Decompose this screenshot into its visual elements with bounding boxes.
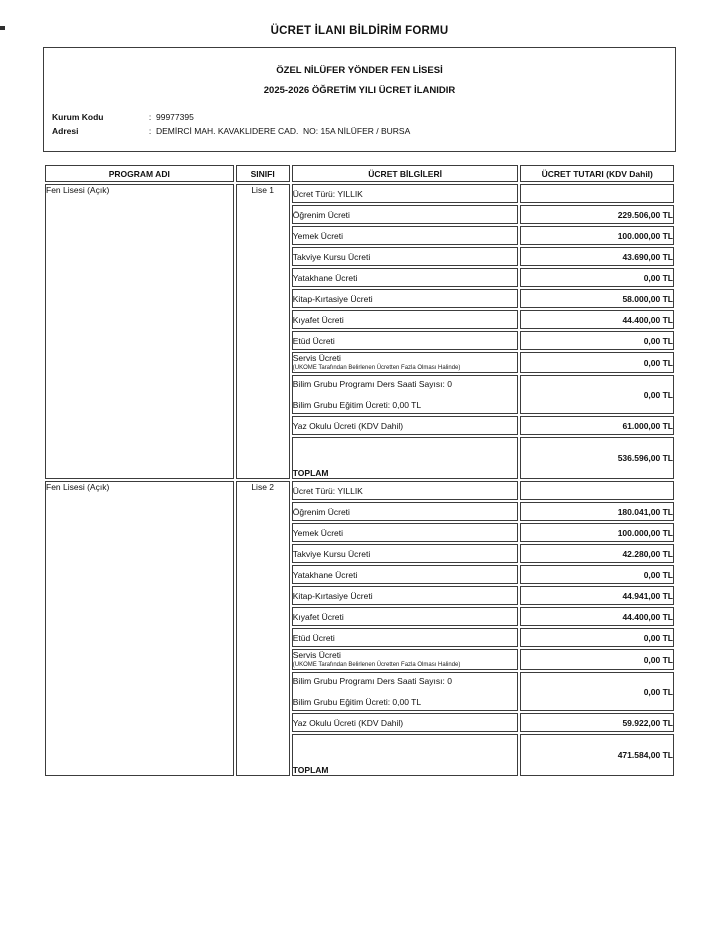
total-amount-cell: 471.584,00 TL — [520, 734, 674, 776]
fee-type-row — [45, 184, 674, 203]
school-info-box — [43, 47, 676, 152]
amount-cell: 44.400,00 TL — [520, 310, 674, 329]
fee-label-cell — [292, 565, 519, 584]
fee-label-cell — [292, 416, 519, 435]
fee-label-cell — [292, 226, 519, 245]
fee-type-amount-cell — [520, 481, 674, 500]
adresi-separator: : — [148, 126, 152, 136]
amount-cell: 0,00 TL — [520, 565, 674, 584]
fee-label: Kıyafet Ücreti — [292, 611, 344, 622]
fee-label-cell — [292, 247, 519, 266]
column-header-program-adi: PROGRAM ADI — [45, 165, 234, 182]
fee-table-body — [45, 184, 674, 776]
fee-label-cell — [292, 607, 519, 626]
column-header-ucret-tutari: ÜCRET TUTARI (KDV Dahil) — [520, 165, 674, 182]
corner-artifact — [0, 26, 5, 30]
amount-cell: 0,00 TL — [520, 352, 674, 373]
fee-label-cell — [292, 649, 519, 670]
fee-label: Yatakhane Ücreti — [292, 272, 358, 283]
fee-label: Yaz Okulu Ücreti (KDV Dahil) — [292, 717, 404, 728]
fee-label: Kıyafet Ücreti — [292, 314, 344, 325]
amount-cell: 59.922,00 TL — [520, 713, 674, 732]
table-header-row — [45, 165, 674, 182]
fee-label: Kitap-Kırtasiye Ücreti — [292, 590, 373, 601]
amount-cell: 100.000,00 TL — [520, 226, 674, 245]
amount-cell: 0,00 TL — [520, 331, 674, 350]
fee-label-cell — [292, 205, 519, 224]
fee-label-cell — [292, 544, 519, 563]
amount-cell: 61.000,00 TL — [520, 416, 674, 435]
amount-cell: 58.000,00 TL — [520, 289, 674, 308]
form-title: ÜCRET İLANI BİLDİRİM FORMU — [270, 25, 449, 37]
fee-label: Takviye Kursu Ücreti — [292, 251, 371, 262]
fee-label: Bilim Grubu Programı Ders Saati Sayısı: 0 — [292, 379, 452, 389]
amount-cell: 43.690,00 TL — [520, 247, 674, 266]
total-label-cell: TOPLAM — [292, 734, 519, 776]
kurum-kodu-separator: : — [148, 112, 152, 122]
fee-label-cell — [292, 289, 519, 308]
fee-label: Öğrenim Ücreti — [292, 209, 350, 220]
fee-label: Yaz Okulu Ücreti (KDV Dahil) — [292, 420, 404, 431]
adresi-label: Adresi — [52, 126, 79, 136]
fee-label: Yemek Ücreti — [292, 230, 343, 241]
amount-cell: 229.506,00 TL — [520, 205, 674, 224]
adresi-value: DEMİRCİ MAH. KAVAKLIDERE CAD. NO: 15A NİLÜFER / BURSA — [156, 126, 411, 136]
fee-label: Öğrenim Ücreti — [292, 506, 350, 517]
program-name-cell: Fen Lisesi (Açık) — [45, 184, 234, 479]
field-kurum-kodu — [52, 110, 675, 124]
fee-label-cell — [292, 672, 519, 711]
amount-cell: 42.280,00 TL — [520, 544, 674, 563]
fee-label-line2: Bilim Grubu Eğitim Ücreti: 0,00 TL — [292, 697, 422, 707]
fee-type-cell: Ücret Türü: YILLIK — [292, 481, 519, 500]
amount-cell: 0,00 TL — [520, 672, 674, 711]
amount-cell: 0,00 TL — [520, 649, 674, 670]
fee-label: Bilim Grubu Programı Ders Saati Sayısı: 0 — [292, 676, 452, 686]
column-header-ucret-bilgileri: ÜCRET BİLGİLERİ — [292, 165, 519, 182]
fee-label: Takviye Kursu Ücreti — [292, 548, 371, 559]
fee-label: Yemek Ücreti — [292, 527, 343, 538]
fee-label: Servis Ücreti — [292, 650, 341, 660]
fee-label-cell — [292, 502, 519, 521]
fee-label-cell — [292, 375, 519, 414]
total-label-cell: TOPLAM — [292, 437, 519, 479]
fee-sublabel: (UKOME Tarafından Belirlenen Ücretten Fazla Olması Halinde) — [292, 365, 461, 371]
fee-label-cell — [292, 310, 519, 329]
fee-type-cell: Ücret Türü: YILLIK — [292, 184, 519, 203]
kurum-kodu-label: Kurum Kodu — [52, 112, 104, 122]
kurum-kodu-value: 99977395 — [156, 112, 194, 122]
field-adresi — [52, 124, 675, 138]
amount-cell: 44.400,00 TL — [520, 607, 674, 626]
fee-table — [43, 163, 676, 778]
fee-label: Etüd Ücreti — [292, 335, 335, 346]
fee-label-cell — [292, 628, 519, 647]
fee-sublabel: (UKOME Tarafından Belirlenen Ücretten Fazla Olması Halinde) — [292, 662, 461, 668]
total-amount-cell: 536.596,00 TL — [520, 437, 674, 479]
amount-cell: 0,00 TL — [520, 628, 674, 647]
school-info-fields — [52, 110, 675, 138]
amount-cell: 0,00 TL — [520, 375, 674, 414]
fee-label: Servis Ücreti — [292, 353, 341, 363]
page — [0, 25, 719, 952]
program-name-cell: Fen Lisesi (Açık) — [45, 481, 234, 776]
column-header-sinifi: SINIFI — [236, 165, 290, 182]
fee-type-amount-cell — [520, 184, 674, 203]
fee-label-cell — [292, 523, 519, 542]
fee-label-line2: Bilim Grubu Eğitim Ücreti: 0,00 TL — [292, 400, 422, 410]
fee-label: Etüd Ücreti — [292, 632, 335, 643]
amount-cell: 180.041,00 TL — [520, 502, 674, 521]
grade-cell: Lise 1 — [236, 184, 290, 479]
year-announcement: 2025-2026 ÖĞRETİM YILI ÜCRET İLANIDIR — [263, 85, 456, 96]
fee-label: Kitap-Kırtasiye Ücreti — [292, 293, 373, 304]
fee-type-row — [45, 481, 674, 500]
fee-label: Yatakhane Ücreti — [292, 569, 358, 580]
amount-cell: 100.000,00 TL — [520, 523, 674, 542]
fee-label-cell — [292, 268, 519, 287]
grade-cell: Lise 2 — [236, 481, 290, 776]
school-name: ÖZEL NİLÜFER YÖNDER FEN LİSESİ — [276, 65, 443, 76]
fee-label-cell — [292, 331, 519, 350]
fee-label-cell — [292, 713, 519, 732]
amount-cell: 0,00 TL — [520, 268, 674, 287]
amount-cell: 44.941,00 TL — [520, 586, 674, 605]
fee-label-cell — [292, 352, 519, 373]
fee-label-cell — [292, 586, 519, 605]
